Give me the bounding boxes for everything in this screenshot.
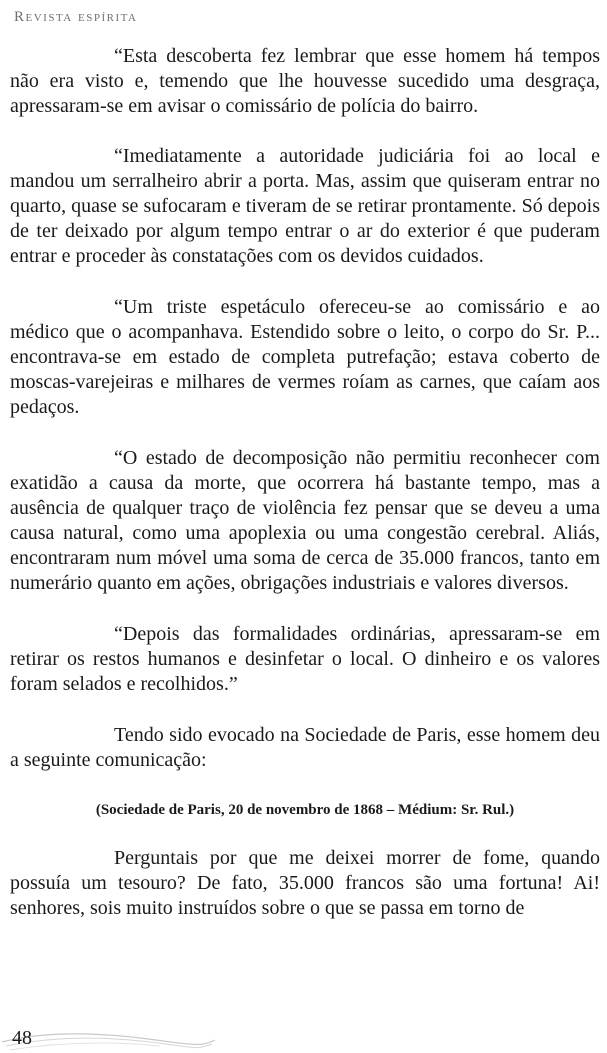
paragraph-decomposition: “O estado de decomposição não permitiu reconhecer com exatidão a causa da morte, que ocorrera há bastante tempo, mas a ausência de qualquer traço de violência fez pensar que se deveu a uma causa natural, como uma apoplexia ou uma congestão cerebral. Aliás, encontraram num móvel uma soma de cerca de 35.000 francos, tanto em numerário quanto em ações, obrigações industriais e valores diversos. xyxy=(10,447,600,594)
running-header: Revista espírita xyxy=(14,9,138,25)
communication-byline: (Sociedade de Paris, 20 de novembro de 1868 – Médium: Sr. Rul.) xyxy=(95,802,515,818)
article-body xyxy=(10,44,600,921)
paragraph-spectacle: “Um triste espetáculo ofereceu-se ao comissário e ao médico que o acompanhava. Estendido sobre o leito, o corpo do Sr. P... encontrava-se em estado de completa putrefação; estava coberto de moscas-varejeiras e milhares de vermes roíam as carnes, que caíam aos pedaços. xyxy=(10,296,600,418)
footer-swirl-ornament xyxy=(0,1028,220,1053)
paragraph-communication: Perguntais por que me deixei morrer de fome, quando possuía um tesouro? De fato, 35.000 francos são uma fortuna! Ai! senhores, sois muito instruídos sobre o que se passa em torno de xyxy=(10,847,600,919)
paragraph-authority: “Imediatamente a autoridade judiciária foi ao local e mandou um serralheiro abrir a porta. Mas, assim que quiseram entrar no quarto, quase se sufocaram e tiveram de se retirar prontamente. Só depois de ter deixado por algum tempo entrar o ar do exterior é que puderam entrar e proceder às constatações com os devidos cuidados. xyxy=(10,145,600,267)
page-number: 48 xyxy=(12,1027,32,1049)
paragraph-formalities: “Depois das formalidades ordinárias, apressaram-se em retirar os restos humanos e desinfetar o local. O dinheiro e os valores foram selados e recolhidos.” xyxy=(10,623,600,695)
paragraph-discovery: “Esta descoberta fez lembrar que esse homem há tempos não era visto e, temendo que lhe houvesse sucedido uma desgraça, apressaram-se em avisar o comissário de polícia do bairro. xyxy=(10,45,600,117)
paragraph-evocation: Tendo sido evocado na Sociedade de Paris, esse homem deu a seguinte comunicação: xyxy=(10,724,600,771)
